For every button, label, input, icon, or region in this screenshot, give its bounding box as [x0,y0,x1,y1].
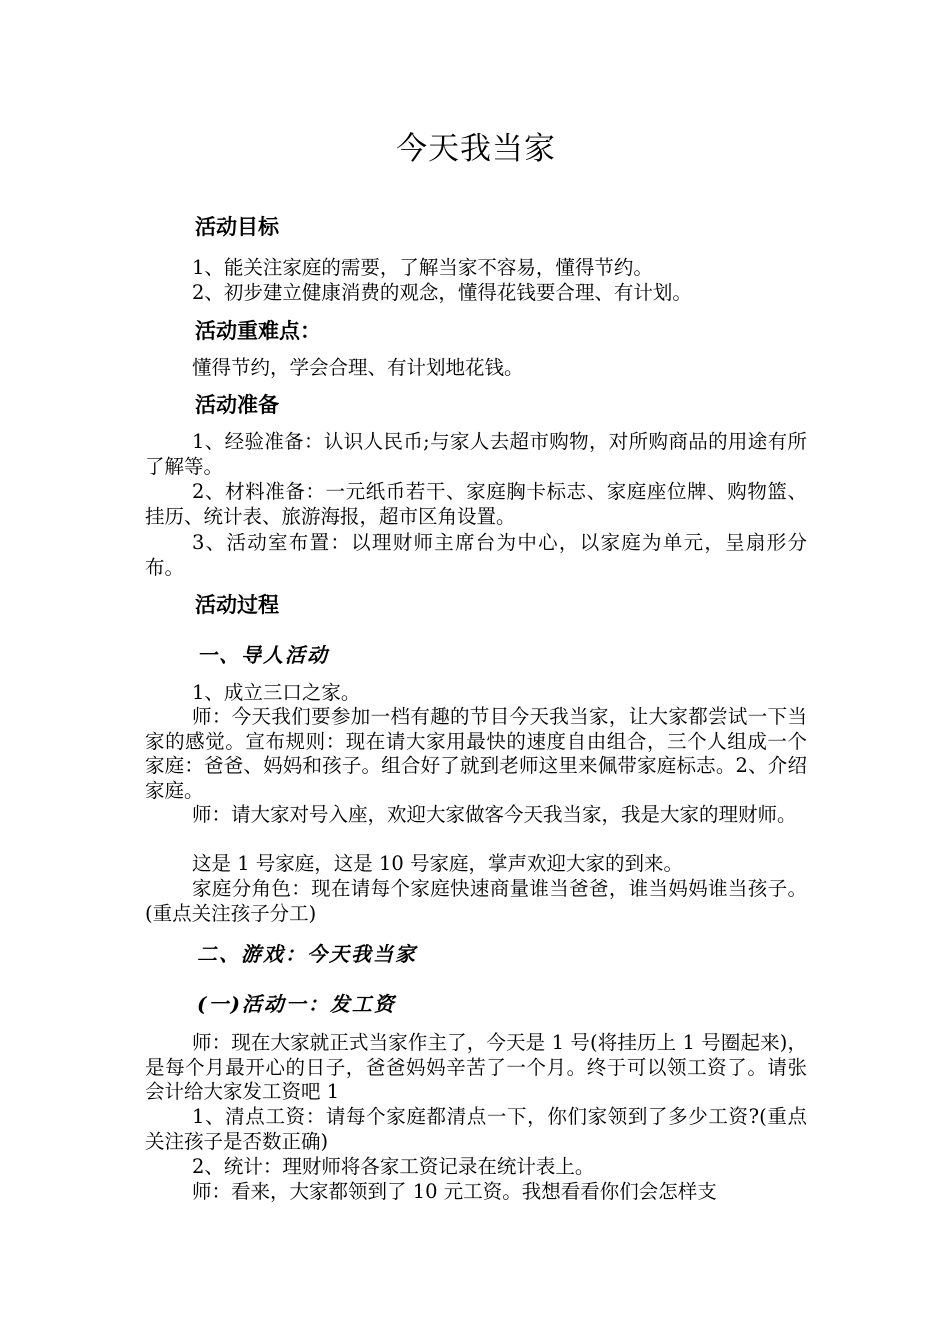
heading-process: 活动过程 [195,593,279,617]
key-points-text: 懂得节约，学会合理、有计划地花钱。 [192,356,524,379]
preparation-item-2: 2、材料准备：一元纸币若干、家庭胸卡标志、家庭座位牌、购物篮、挂历、统计表、旅游海报，超市区角设置。 [145,480,807,528]
section1-paragraph: 师：请大家对号入座，欢迎大家做客今天我当家，我是大家的理财师。 [192,803,797,826]
section1-heading: 一、导人活动 [197,643,329,667]
activity1-heading: (一)活动一：发工资 [197,992,396,1016]
section2-paragraph: 1、清点工资：请每个家庭都清点一下，你们家领到了多少工资?(重点关注孩子是否数正确) [145,1105,807,1153]
section1-paragraph: 这是 1 号家庭，这是 10 号家庭，掌声欢迎大家的到来。 [192,852,684,875]
section2-paragraph: 师：现在大家就正式当家作主了，今天是 1 号(将挂历上 1 号圈起来)，是每个月最开心的日子，爸爸妈妈辛苦了一个月。终于可以领工资了。请张会计给大家发工资吧 1 [145,1031,807,1103]
heading-key-points: 活动重难点： [195,319,321,343]
section1-paragraph: 师：今天我们要参加一档有趣的节目今天我当家，让大家都尝试一下当家的感觉。宣布规则：现在请大家用最快的速度自由组合，三个人组成一个家庭：爸爸、妈妈和孩子。组合好了就到老师这里来佩带家庭标志。2、介绍家庭。 [145,705,807,802]
section1-paragraph: 家庭分角色：现在请每个家庭快速商量谁当爸爸，谁当妈妈谁当孩子。(重点关注孩子分工) [145,877,807,925]
section2-paragraph: 2、统计：理财师将各家工资记录在统计表上。 [192,1155,595,1178]
section1-paragraph: 1、成立三口之家。 [192,681,361,704]
preparation-item-1: 1、经验准备：认识人民币;与家人去超市购物，对所购商品的用途有所了解等。 [145,430,807,478]
heading-preparation: 活动准备 [195,393,279,417]
preparation-item-3: 3、活动室布置：以理财师主席台为中心，以家庭为单元，呈扇形分布。 [145,531,807,579]
section2-paragraph: 师：看来，大家都领到了 10 元工资。我想看看你们会怎样支 [192,1180,717,1203]
heading-goals: 活动目标 [195,215,279,239]
section2-heading: 二、游戏：今天我当家 [197,942,417,966]
goal-item-1: 1、能关注家庭的需要，了解当家不容易，懂得节约。 [192,256,653,279]
goal-item-2: 2、初步建立健康消费的观念，懂得花钱要合理、有计划。 [192,281,692,304]
page-title: 今天我当家 [396,131,556,167]
